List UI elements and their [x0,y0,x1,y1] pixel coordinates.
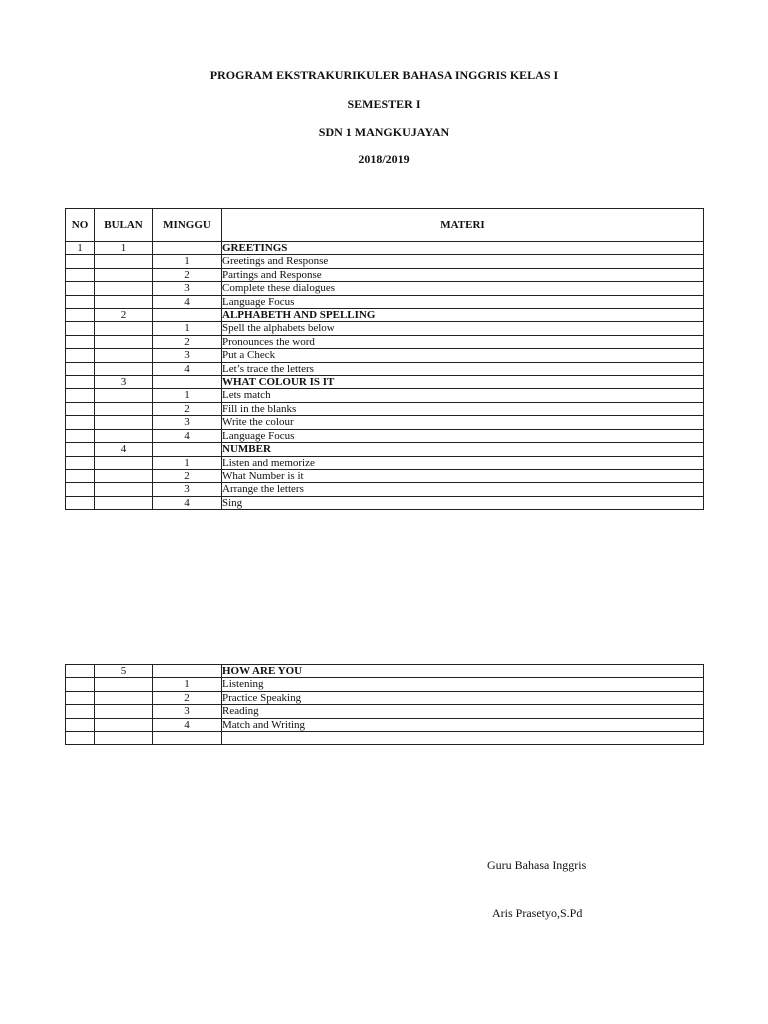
cell-minggu: 3 [153,349,222,362]
cell-bulan: 5 [95,665,153,678]
cell-minggu: 4 [153,718,222,731]
cell-no [66,456,95,469]
table-row [66,483,704,496]
cell-materi: Arrange the letters [222,483,704,496]
cell-minggu: 4 [153,496,222,509]
table-row [66,255,704,268]
table-header-row [66,209,704,242]
cell-no [66,282,95,295]
cell-materi: Fill in the blanks [222,402,704,415]
cell-bulan: 4 [95,443,153,456]
table-row [66,309,704,322]
table-row [66,732,704,745]
table-row [66,691,704,704]
cell-minggu: 3 [153,705,222,718]
table-row [66,665,704,678]
cell-bulan [95,335,153,348]
cell-materi: Listen and memorize [222,456,704,469]
cell-bulan [95,429,153,442]
cell-materi: Complete these dialogues [222,282,704,295]
cell-bulan [95,282,153,295]
cell-no [66,362,95,375]
cell-bulan [95,705,153,718]
cell-no [66,389,95,402]
cell-bulan [95,456,153,469]
cell-bulan [95,496,153,509]
cell-materi: NUMBER [222,443,704,456]
cell-bulan [95,402,153,415]
cell-no [66,416,95,429]
table-row [66,416,704,429]
signature-title: Guru Bahasa Inggris [487,858,587,872]
cell-bulan: 2 [95,309,153,322]
cell-no: 1 [66,242,95,255]
table-row [66,349,704,362]
cell-no [66,705,95,718]
cell-no [66,483,95,496]
curriculum-table-continued [65,664,704,745]
cell-bulan [95,255,153,268]
semester-heading: SEMESTER I [347,97,421,111]
cell-bulan [95,389,153,402]
table-row [66,496,704,509]
cell-no [66,295,95,308]
column-header-bulan: BULAN [95,209,153,242]
cell-materi [222,732,704,745]
cell-minggu: 2 [153,402,222,415]
cell-no [66,255,95,268]
cell-bulan: 3 [95,376,153,389]
cell-no [66,718,95,731]
column-header-minggu: MINGGU [153,209,222,242]
cell-bulan [95,268,153,281]
cell-no [66,691,95,704]
table-row [66,335,704,348]
column-header-no: NO [66,209,95,242]
cell-minggu [153,309,222,322]
cell-bulan [95,349,153,362]
cell-bulan [95,362,153,375]
cell-bulan [95,732,153,745]
cell-materi: Listening [222,678,704,691]
table-row [66,678,704,691]
cell-bulan [95,718,153,731]
cell-bulan [95,691,153,704]
cell-minggu [153,242,222,255]
cell-materi: ALPHABETH AND SPELLING [222,309,704,322]
cell-minggu: 3 [153,416,222,429]
cell-materi: Partings and Response [222,268,704,281]
table-row [66,322,704,335]
cell-no [66,732,95,745]
cell-minggu: 3 [153,282,222,295]
cell-materi: Lets match [222,389,704,402]
cell-minggu: 4 [153,295,222,308]
cell-minggu: 1 [153,678,222,691]
cell-no [66,469,95,482]
cell-materi: Put a Check [222,349,704,362]
cell-bulan [95,483,153,496]
table-row [66,705,704,718]
cell-no [66,335,95,348]
year-heading: 2018/2019 [358,152,410,166]
cell-no [66,429,95,442]
cell-no [66,309,95,322]
cell-minggu: 3 [153,483,222,496]
cell-no [66,376,95,389]
cell-materi: Reading [222,705,704,718]
cell-minggu: 4 [153,429,222,442]
document-title: PROGRAM EKSTRAKURIKULER BAHASA INGGRIS KELAS I [209,68,559,82]
cell-bulan [95,416,153,429]
cell-no [66,322,95,335]
table-row [66,469,704,482]
table-row [66,402,704,415]
table-row [66,295,704,308]
table-row [66,282,704,295]
cell-materi: Write the colour [222,416,704,429]
cell-minggu [153,665,222,678]
cell-materi: GREETINGS [222,242,704,255]
cell-materi: Let’s trace the letters [222,362,704,375]
cell-minggu: 2 [153,335,222,348]
cell-bulan [95,469,153,482]
cell-no [66,665,95,678]
cell-materi: What Number is it [222,469,704,482]
cell-materi: Practice Speaking [222,691,704,704]
signature-name: Aris Prasetyo,S.Pd [492,906,583,920]
cell-no [66,349,95,362]
cell-materi: WHAT COLOUR IS IT [222,376,704,389]
cell-no [66,268,95,281]
table-row [66,376,704,389]
cell-materi: Spell the alphabets below [222,322,704,335]
cell-materi: Match and Writing [222,718,704,731]
cell-minggu: 1 [153,322,222,335]
cell-no [66,443,95,456]
cell-no [66,496,95,509]
cell-minggu: 4 [153,362,222,375]
cell-minggu: 1 [153,255,222,268]
cell-bulan [95,322,153,335]
table-row [66,456,704,469]
cell-materi: Pronounces the word [222,335,704,348]
cell-materi: Greetings and Response [222,255,704,268]
table-row [66,268,704,281]
table-row [66,429,704,442]
cell-minggu: 2 [153,469,222,482]
cell-minggu [153,443,222,456]
cell-minggu: 2 [153,268,222,281]
table-row [66,443,704,456]
cell-bulan [95,295,153,308]
cell-materi: Language Focus [222,295,704,308]
table-row [66,718,704,731]
cell-materi: Language Focus [222,429,704,442]
cell-materi: HOW ARE YOU [222,665,704,678]
cell-minggu [153,376,222,389]
cell-minggu: 1 [153,456,222,469]
table-row [66,242,704,255]
cell-no [66,678,95,691]
cell-minggu [153,732,222,745]
cell-minggu: 2 [153,691,222,704]
cell-bulan [95,678,153,691]
cell-materi: Sing [222,496,704,509]
column-header-materi: MATERI [222,209,704,242]
cell-no [66,402,95,415]
school-heading: SDN 1 MANGKUJAYAN [318,125,450,139]
table-row [66,362,704,375]
cell-minggu: 1 [153,389,222,402]
table-row [66,389,704,402]
curriculum-table [65,208,704,510]
cell-bulan: 1 [95,242,153,255]
